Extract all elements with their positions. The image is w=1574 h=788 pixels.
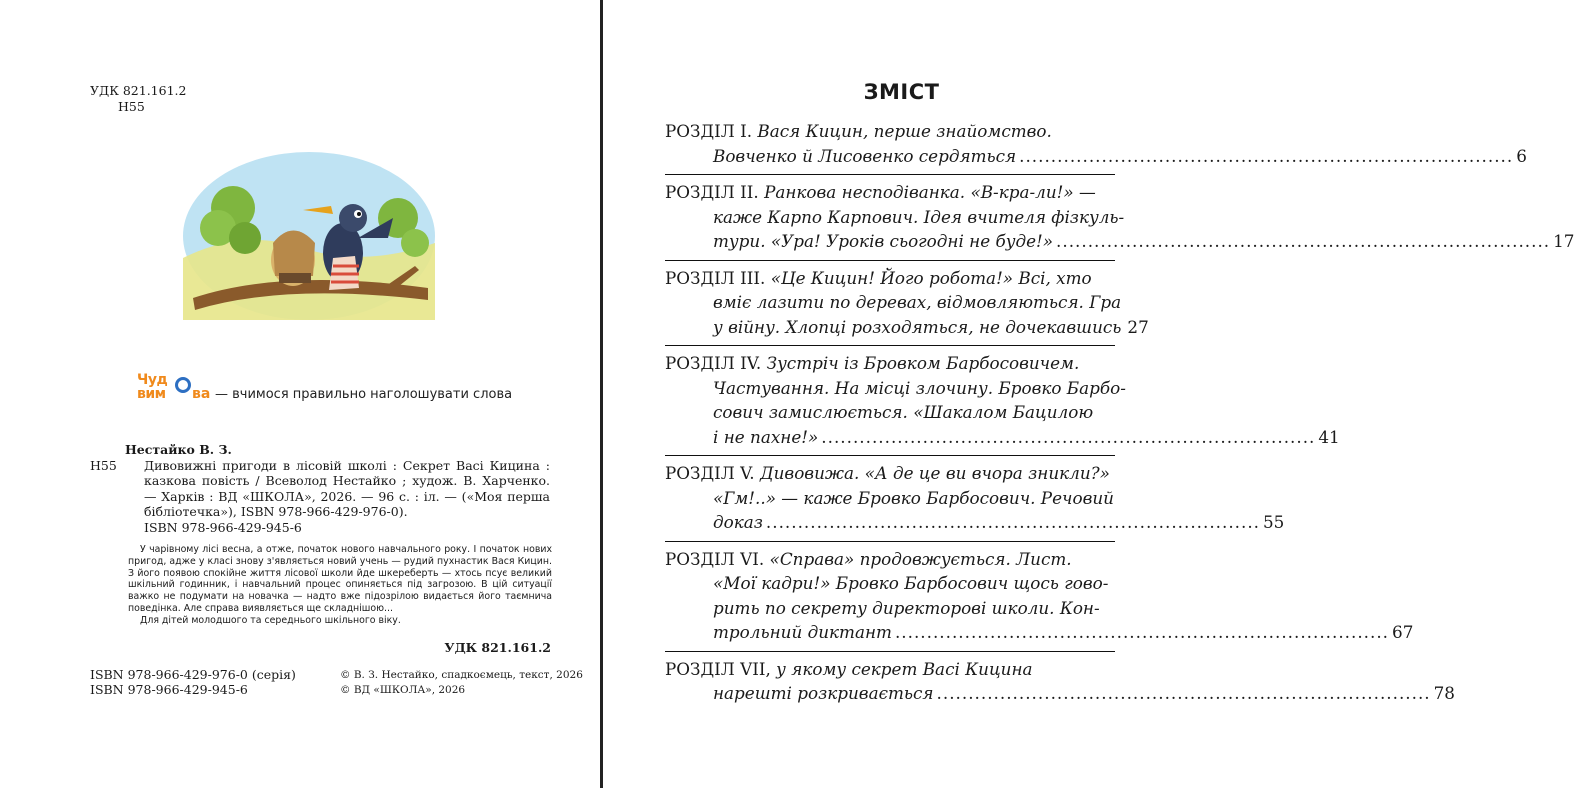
slogan-row [137,372,512,408]
toc-entry[interactable]: РОЗДІЛ ІІ. Ранкова несподіванка. «В-кра-ли!» — каже Карпо Карпович. Ідея вчителя фізкуль- тури. «Ура! Уроків сьогодні не буде!» .............................................................................. 17 [665,175,1115,261]
isbn-series: ISBN 978-966-429-976-0 (серія) [90,667,296,682]
udk-code-bottom: УДК 821.161.2 [444,640,551,655]
toc-entry[interactable]: РОЗДІЛ ІІІ. «Це Кицин! Його робота!» Всі, хто вміє лазити по деревах, відмовляються. Гра у війну. Хлопці розходяться, не дочекавшись 27 [665,261,1115,347]
toc-page-number: 78 [1433,683,1455,703]
isbn-block [90,667,296,697]
toc-page-number: 27 [1127,316,1149,337]
toc-page-number: 67 [1392,622,1414,642]
isbn-book: ISBN 978-966-429-945-6 [90,682,248,697]
catalog-code: Н55 [90,457,117,473]
slogan-text: — вчимося правильно наголошувати слова [215,386,513,402]
catalog-isbn: ISBN 978-966-429-945-6 [144,519,302,535]
annotation [128,544,552,627]
classification-code: Н55 [118,99,145,114]
toc-entry[interactable]: РОЗДІЛ VІ. «Справа» продовжується. Лист. «Мої кадри!» Бровко Барбосович щось гово- рить по секрету директорові школи. Кон- трольний диктант .............................................................................. 67 [665,542,1115,652]
udk-label: УДК 821.161.2 [90,83,187,98]
imprint-page [0,0,600,788]
annotation-audience: Для дітей молодшого та середнього шкільного віку. [140,614,401,626]
chudovymova-logo: Чуд вим ва [137,372,211,402]
toc-page-number: 6 [1516,145,1527,166]
toc-entry[interactable]: РОЗДІЛ І. Вася Кицин, перше знайомство. Вовченко й Лисовенко сердяться .............................................................................. 6 [665,114,1115,175]
table-of-contents [665,114,1574,712]
toc-page-number: 55 [1263,512,1285,532]
toc-entry[interactable]: РОЗДІЛ V. Дивовижа. «А де це ви вчора зникли?» «Гм!..» — каже Бровко Барбосович. Речовий доказ .............................................................................. 55 [665,456,1115,542]
annotation-paragraph: У чарівному лісі весна, а отже, початок нового навчального року. І початок нових пригод, адже у класі знову з'являється новий учень — рудий пухнастик Вася Кицин. З його появою спокійне життя лісової школи йде шкереберть — хтось псує великий шкільний годинник, і навчальний процес опиняється під загрозою. В цій ситуації важко не подумати на новачка — надто вже підозрілою видається його таємнича поведінка. Але справа виявляється ще складнішою... [128,544,552,614]
copyright-text: © В. З. Нестайко, спадкоємець, текст, 2026 [340,669,583,681]
toc-page-number: 41 [1318,426,1340,447]
catalog-description: Дивовижні пригоди в лісовій школі : Секрет Васі Кицина : казкова повість / Всеволод Нестайко ; худож. В. Харченко. — Харків : ВД «ШКОЛА», 2026. — 96 с. : іл. — («Моя перша бібліотечка»), ISBN 978-966-429-976-0). [144,457,550,519]
contents-page [603,0,1574,788]
catalog-author: Нестайко В. З. [125,442,232,457]
toc-title: ЗМІСТ [863,80,940,104]
toc-entry[interactable]: РОЗДІЛ VІІ, у якому секрет Васі Кицина нарешті розкривається .............................................................................. 78 [665,652,1115,712]
toc-page-number: 17 [1553,231,1574,251]
catalog-entry [90,442,550,535]
toc-entry[interactable]: РОЗДІЛ ІV. Зустріч із Бровком Барбосовичем. Частування. На місці злочину. Бровко Барбо- сович замислюється. «Шакалом Бацилою і не пахне!» .............................................................................. 41 [665,346,1115,456]
copyright-publisher: © ВД «ШКОЛА», 2026 [340,684,466,696]
illustration-birds-on-branch [183,148,435,320]
logo-ring-icon [175,377,191,393]
copyright-block [340,668,583,698]
udk-code-top [90,83,186,115]
